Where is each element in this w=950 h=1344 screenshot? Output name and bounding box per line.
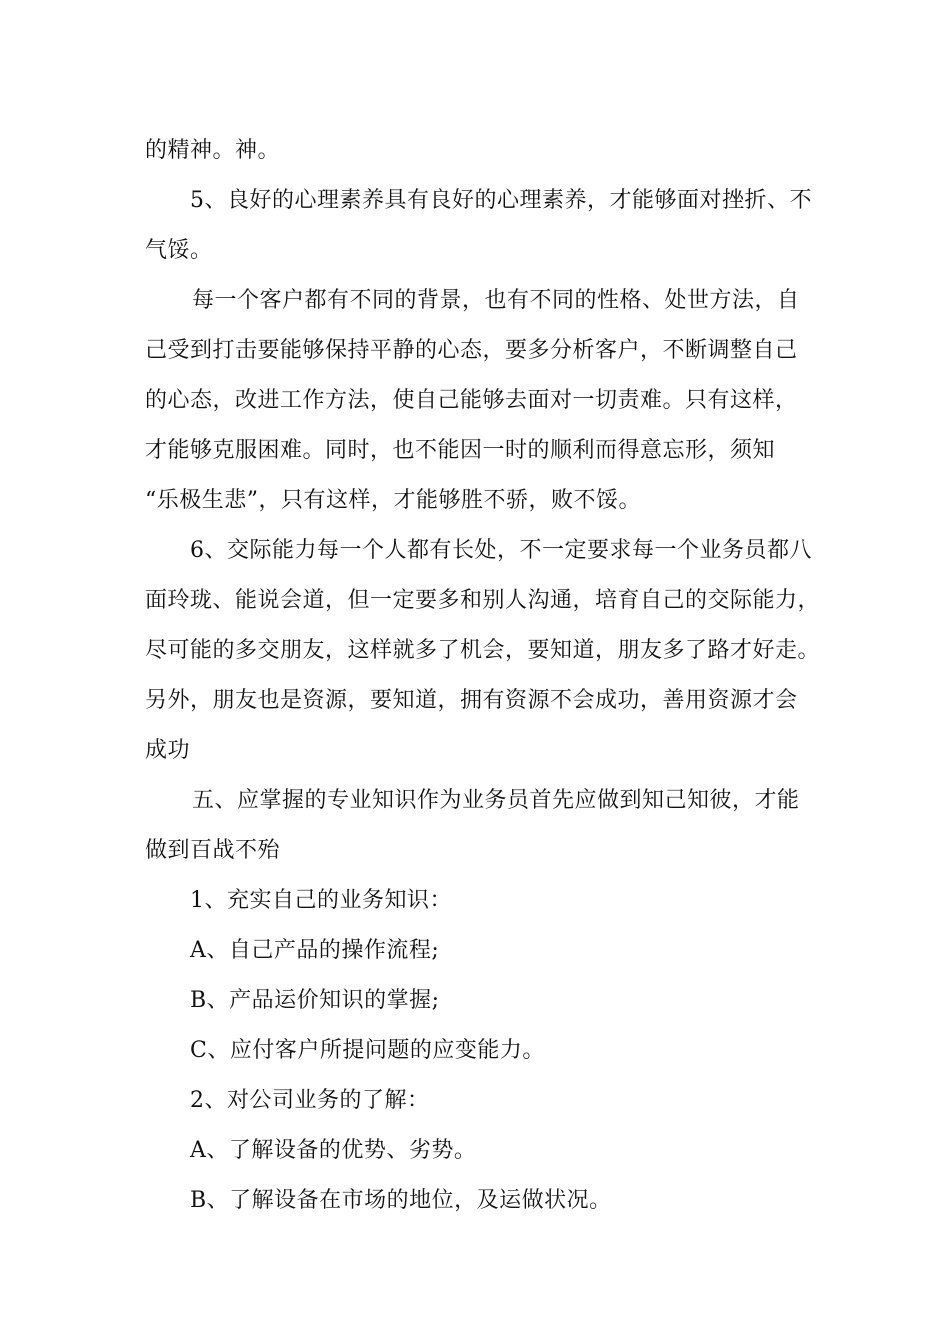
text-line: 才能够克服困难。同时，也不能因一时的顺利而得意忘形，须知 [145, 438, 776, 463]
text-line: 面玲珑、能说会道，但一定要多和别人沟通，培育自己的交际能力， [145, 588, 821, 613]
text-line: 5、良好的心理素养具有良好的心理素养，才能够面对挫折、不 [190, 188, 812, 213]
text-line: 另外，朋友也是资源，要知道，拥有资源不会成功，善用资源才会 [145, 688, 798, 713]
text-line: 五、应掌握的专业知识作为业务员首先应做到知己知彼，才能 [192, 788, 800, 813]
text-line: A、自己产品的操作流程; [190, 938, 440, 963]
text-line: B、了解设备在市场的地位，及运做状况。 [190, 1188, 612, 1213]
text-line: 每一个客户都有不同的背景，也有不同的性格、处世方法，自 [192, 288, 800, 313]
text-line: 1、充实自己的业务知识： [190, 888, 452, 913]
text-line: 2、对公司业务的了解： [190, 1088, 430, 1113]
text-line: 的心态，改进工作方法，使自己能够去面对一切责难。只有这样， [145, 388, 798, 413]
text-line: “乐极生悲”，只有这样，才能够胜不骄，败不馁。 [145, 488, 641, 513]
text-line: 尽可能的多交朋友，这样就多了机会，要知道，朋友多了路才好走。 [145, 638, 821, 663]
text-line: 己受到打击要能够保持平静的心态，要多分析客户，不断调整自己 [145, 338, 798, 363]
text-line: A、了解设备的优势、劣势。 [190, 1138, 477, 1163]
text-line: C、应付客户所提问题的应变能力。 [190, 1038, 545, 1063]
text-line: 成功 [145, 738, 191, 763]
text-line: 气馁。 [145, 238, 213, 263]
text-line: 6、交际能力每一个人都有长处，不一定要求每一个业务员都八 [190, 538, 812, 563]
text-line: B、产品运价知识的掌握; [190, 988, 440, 1013]
text-line: 做到百战不殆 [145, 838, 281, 863]
text-line: 的精神。神。 [145, 138, 281, 163]
